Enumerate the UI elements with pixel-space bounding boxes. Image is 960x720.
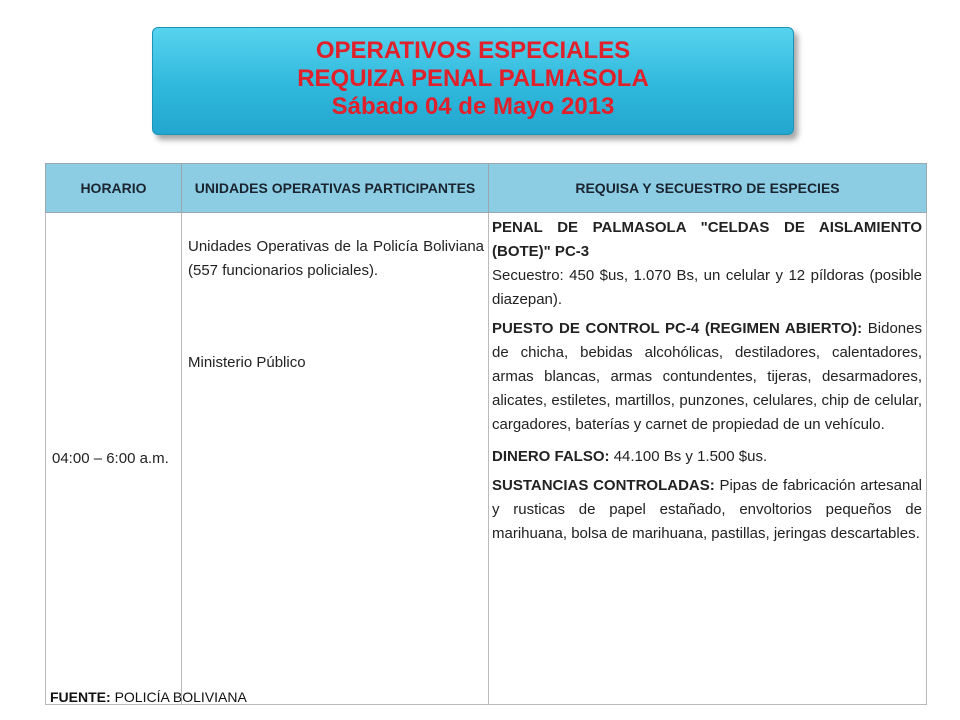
horario-cell: 04:00 – 6:00 a.m. [46, 213, 182, 705]
banner-title-line1: OPERATIVOS ESPECIALES [315, 37, 631, 64]
unidades-policia: Unidades Operativas de la Policía Boliviana (557 funcionarios policiales). [188, 238, 484, 279]
operations-table [45, 163, 927, 705]
requisa-item-2 [492, 317, 922, 437]
header-unidades: UNIDADES OPERATIVAS PARTICIPANTES [182, 164, 489, 213]
table-row [46, 213, 927, 705]
requisa-item-4-title: SUSTANCIAS CONTROLADAS: [492, 477, 715, 494]
footer-text: POLICÍA BOLIVIANA [114, 689, 247, 705]
requisa-item-4-text: Pipas de fabricación artesanal y rusticas de papel estañado, envoltorios pequeños de marihuana, bolsa de marihuana, pastillas, jeringas descartables. [492, 477, 922, 542]
unidades-cell [182, 213, 489, 705]
source-footer [50, 689, 247, 705]
requisa-item-4 [492, 474, 922, 546]
requisa-item-3 [492, 445, 922, 469]
requisa-item-3-title: DINERO FALSO: [492, 448, 610, 465]
requisa-item-1 [492, 216, 922, 312]
banner-title-line2: REQUIZA PENAL PALMASOLA [297, 65, 649, 92]
requisa-item-2-title: PUESTO DE CONTROL PC-4 (REGIMEN ABIERTO): [492, 320, 863, 337]
requisa-cell [489, 213, 927, 705]
requisa-item-2-text: Bidones de chicha, bebidas alcohólicas, destiladores, calentadores, armas blancas, armas contundentes, tijeras, desarmadores, alicates, estiletes, martillos, punzones, celulares, chip de celular, cargadores, baterías y carnet de propiedad de un vehículo. [492, 320, 922, 433]
footer-label: FUENTE: [50, 689, 111, 705]
header-requisa: REQUISA Y SECUESTRO DE ESPECIES [489, 164, 927, 213]
title-banner [152, 27, 794, 135]
header-horario: HORARIO [46, 164, 182, 213]
unidades-ministerio: Ministerio Público [188, 354, 306, 371]
banner-date: Sábado 04 de Mayo 2013 [331, 93, 615, 120]
requisa-item-3-text: 44.100 Bs y 1.500 $us. [613, 448, 768, 465]
requisa-item-1-title: PENAL DE PALMASOLA "CELDAS DE AISLAMIENTO (BOTE)" PC-3 [492, 219, 922, 260]
requisa-item-1-text: Secuestro: 450 $us, 1.070 Bs, un celular y 12 píldoras (posible diazepan). [492, 267, 922, 308]
table-header-row [46, 164, 927, 213]
